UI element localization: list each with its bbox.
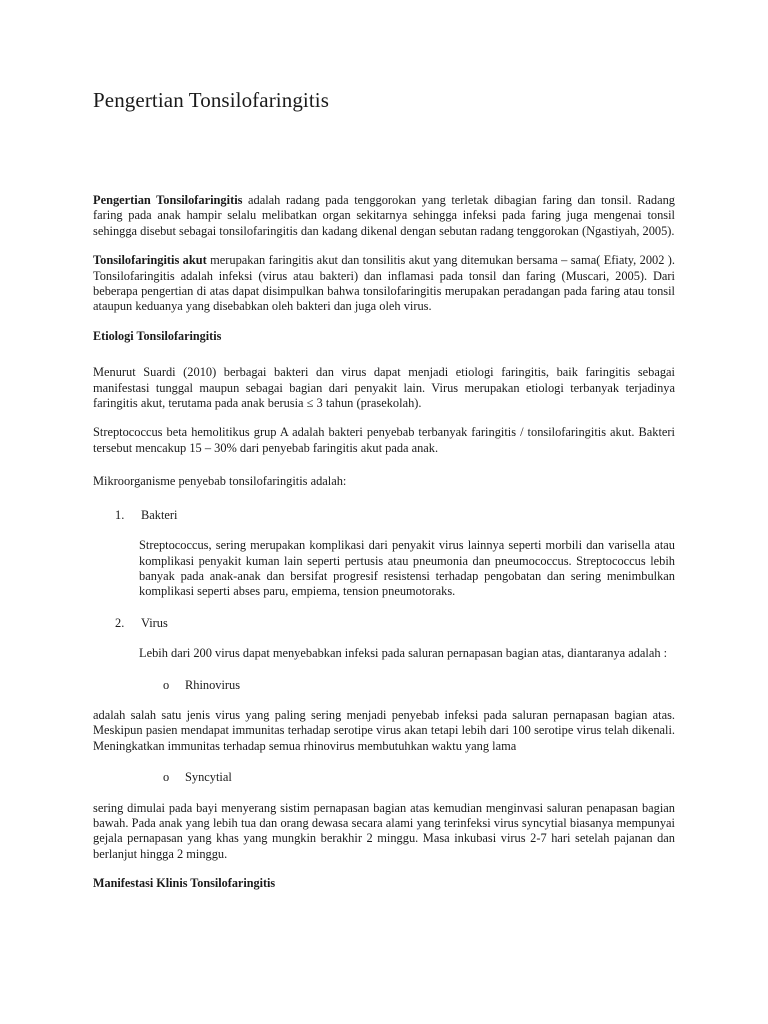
paragraph-etiologi: Menurut Suardi (2010) berbagai bakteri dan virus dapat menjadi etiologi faringitis, baik faringitis sebagai manifestasi tunggal maupun sebagai bagian dari penyakit lain. Virus merupakan etiologi terbanyak terjadinya faringitis akut, terutama pada anak berusia ≤ 3 tahun (prasekolah). <box>93 365 675 411</box>
bullet-marker: o <box>163 677 170 692</box>
bullet-label: Rhinovirus <box>185 677 241 692</box>
heading-manifestasi: Manifestasi Klinis Tonsilofaringitis <box>93 876 276 891</box>
document-body <box>93 193 675 913</box>
page-title: Pengertian Tonsilofaringitis <box>93 88 329 112</box>
paragraph-streptococcus: Streptococcus beta hemolitikus grup A adalah bakteri penyebab terbanyak faringitis / tonsilofaringitis akut. Bakteri tersebut mencakup 15 – 30% dari penyebab faringitis akut pada anak. <box>93 425 675 455</box>
list-number: 2. <box>115 615 125 630</box>
bullet-description: sering dimulai pada bayi menyerang sistim pernapasan bagian atas kemudian menginvasi saluran penapasan bagian bawah. Pada anak yang lebih tua dan orang dewasa secara alami yang terinfeksi virus syncytial biasanya mempunyai gejala pernapasan yang khas yang mungkin berakhir 2 minggu. Masa inkubasi virus 2-7 hari setelah pajanan dan berlanjut hingga 2 minggu. <box>93 800 675 861</box>
list-description: Lebih dari 200 virus dapat menyebabkan infeksi pada saluran pernapasan bagian atas, diantaranya adalah : <box>139 646 668 661</box>
bullet-item <box>93 770 675 785</box>
list-number: 1. <box>115 507 125 522</box>
term-bold: Pengertian Tonsilofaringitis <box>93 193 243 207</box>
list-item <box>93 616 675 631</box>
list-label: Virus <box>141 615 168 630</box>
paragraph-definition <box>93 193 675 239</box>
list-description: Streptococcus, sering merupakan komplikasi dari penyakit virus lainnya seperti morbili dan varisella atau komplikasi penyakit kuman lain seperti pertusis atau pneumonia dan pneumococcus. Streptococcus lebih banyak pada anak-anak dan bersifat progresif resistensi terhadap pengobatan dan sering menimbulkan komplikasi seperti abses paru, empiema, tension pneumotoraks. <box>139 538 675 599</box>
bullet-item <box>93 678 675 693</box>
bullet-description: adalah salah satu jenis virus yang paling sering menjadi penyebab infeksi pada saluran pernapasan bagian atas. Meskipun pasien mendapat immunitas terhadap serotipe virus akan tetapi lebih dari 100 serotipe virus telah dikenali. Meningkatkan immunitas terhadap semua rhinovirus membutuhkan waktu yang lama <box>93 707 675 753</box>
list-label: Bakteri <box>141 507 178 522</box>
bullet-label: Syncytial <box>185 770 232 785</box>
term-bold: Tonsilofaringitis akut <box>93 253 207 268</box>
paragraph-mikroorganisme: Mikroorganisme penyebab tonsilofaringitis adalah: <box>93 474 347 489</box>
heading-etiologi: Etiologi Tonsilofaringitis <box>93 328 222 343</box>
paragraph-acute <box>93 253 675 315</box>
paragraph-text: adalah radang pada tenggorokan yang terletak dibagian faring dan tonsil. Radang faring pada anak hampir selalu melibatkan organ sekitarnya sehingga infeksi pada faring juga mengenai tonsil sehingga disebut sebagai tonsilofaringitis dan kadang dikenal dengan sebutan radang tenggorokan (Ngastiyah, 2005). <box>93 193 675 238</box>
list-item <box>93 508 675 523</box>
bullet-marker: o <box>163 770 170 785</box>
paragraph-text: merupakan faringitis akut dan tonsilitis akut yang ditemukan bersama – sama( Efiaty, 2002 ). Tonsilofaringitis adalah infeksi (virus atau bakteri) dan inflamasi pada tonsil dan faring (Muscari, 2005). Dari beberapa pengertian di atas dapat disimpulkan bahwa tonsilofaringitis merupakan peradangan pada faring atau tonsil ataupun keduanya yang disebabkan oleh bakteri dan juga oleh virus. <box>93 253 675 314</box>
